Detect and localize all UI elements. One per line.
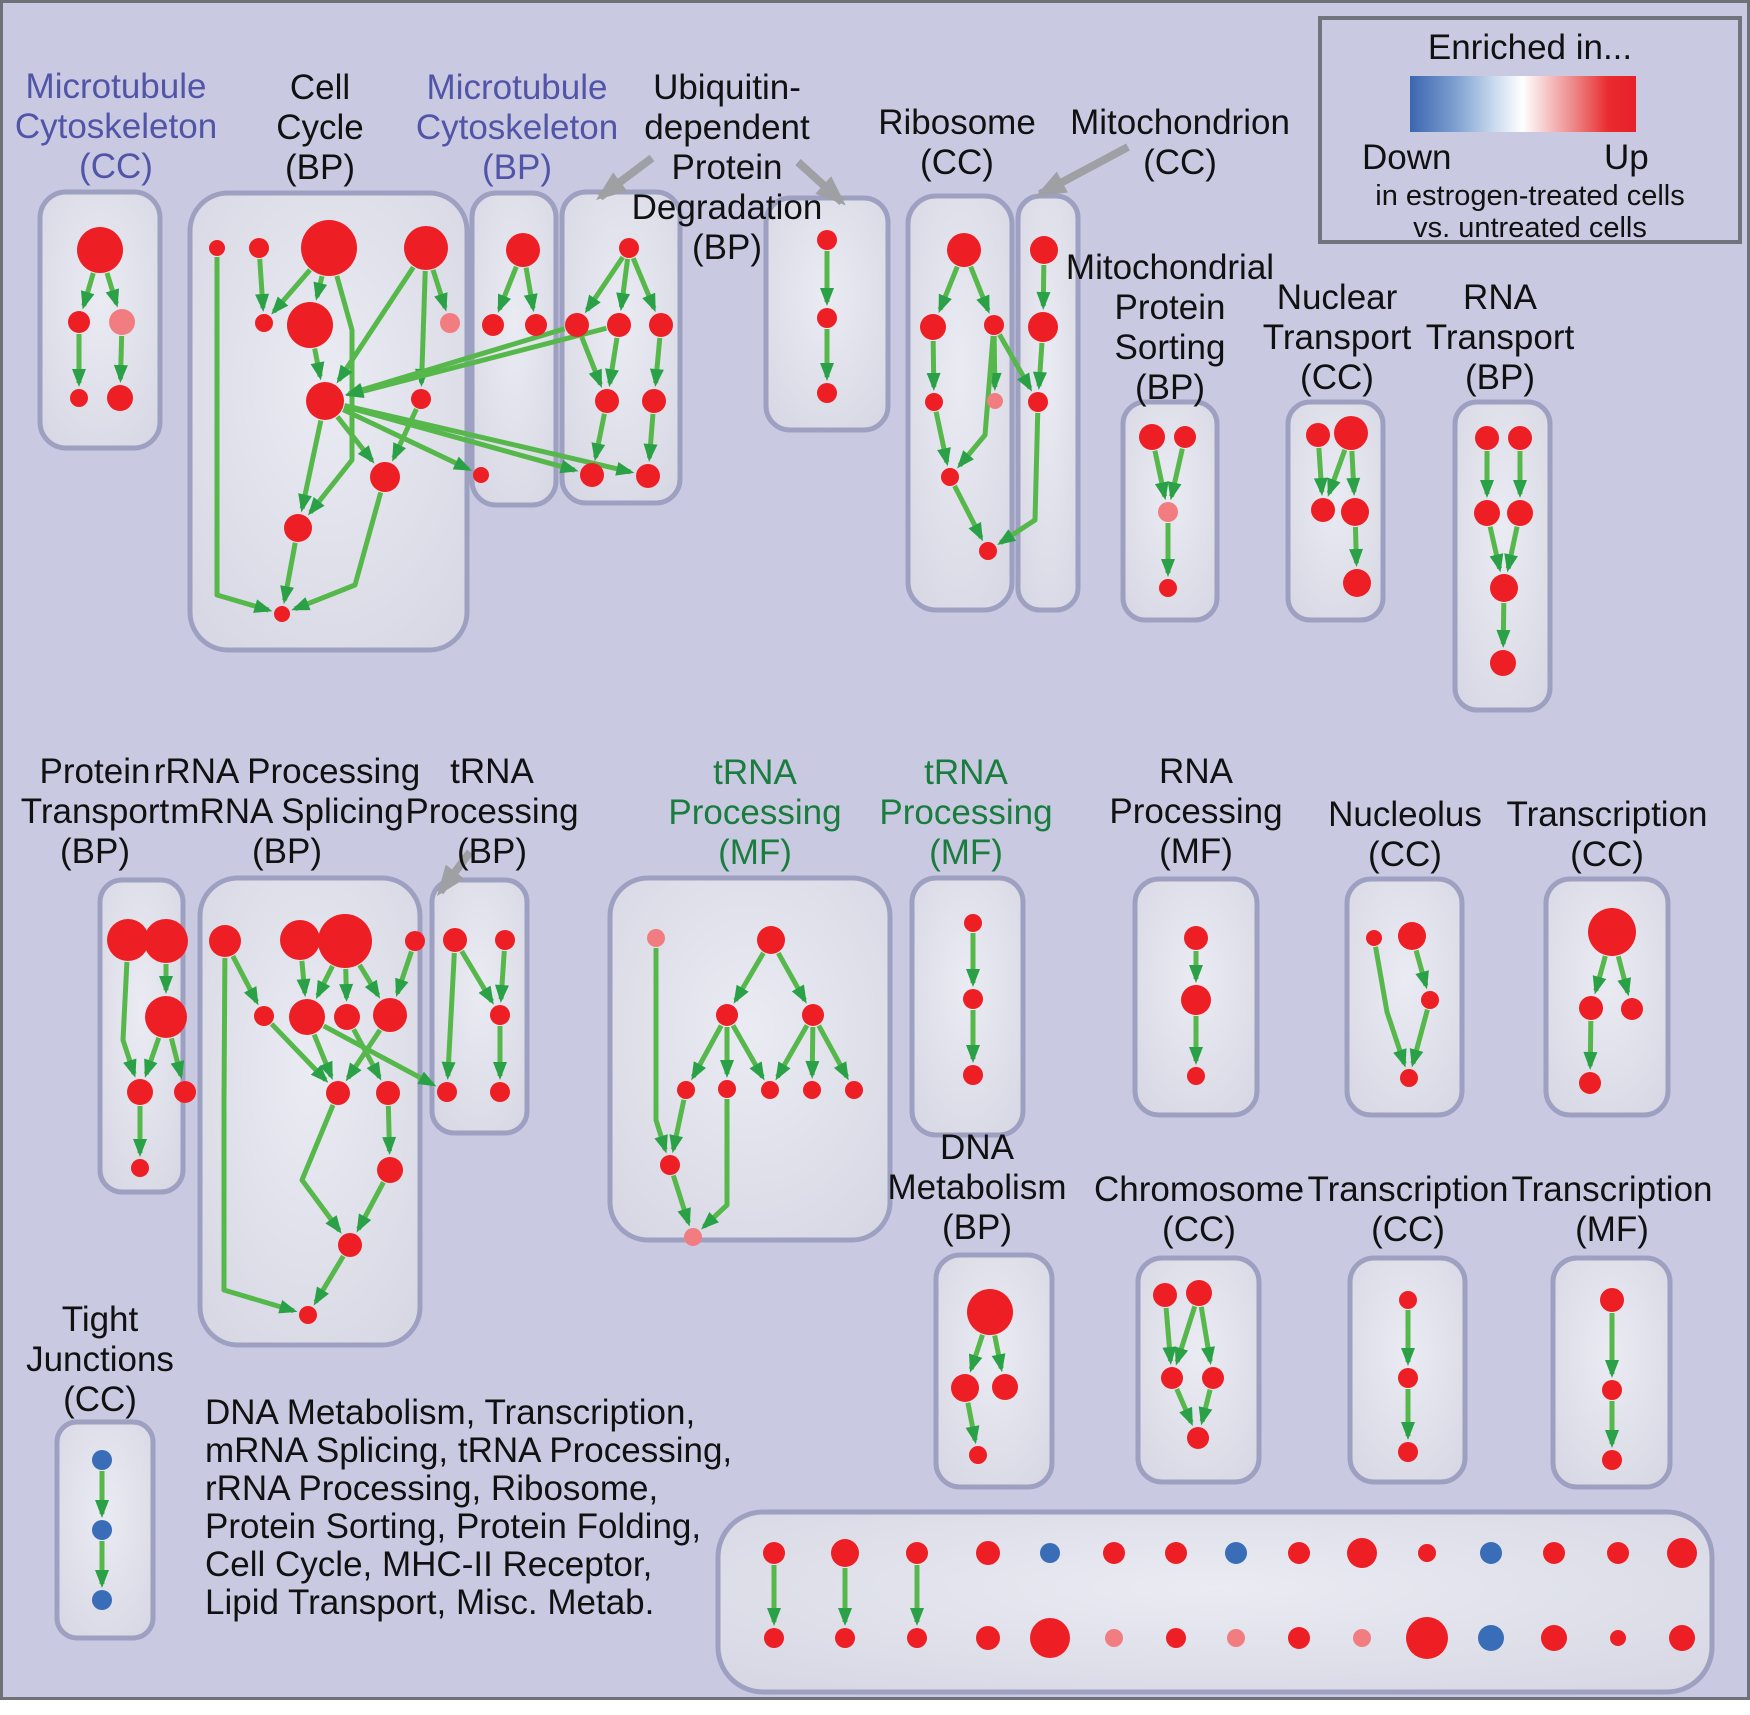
node-rb_r3 — [984, 315, 1004, 335]
legend-subtitle-2: vs. untreated cells — [1413, 212, 1647, 244]
node-rb_r7 — [979, 542, 997, 560]
rna-transport-label-line: (BP) — [1464, 358, 1535, 397]
node-nl_y2 — [1398, 922, 1426, 950]
mitochondrion-label-line: (CC) — [1143, 143, 1217, 182]
node-nt_3 — [1311, 498, 1335, 522]
node-bl4t — [976, 1541, 1000, 1565]
rrna-processing-label-line: (BP) — [251, 832, 322, 871]
node-bl9t — [1288, 1542, 1310, 1564]
legend — [1318, 16, 1742, 244]
edge-t1_g3-t1_b4 — [812, 1027, 813, 1075]
node-pt_p1 — [107, 919, 149, 961]
node-bl9b — [1288, 1627, 1310, 1649]
node-tc_t1 — [1588, 908, 1636, 956]
mt-cc-label-line: (CC) — [79, 147, 153, 186]
node-mtcc_b — [68, 311, 90, 333]
node-ub_u4 — [595, 389, 619, 413]
node-bl10b — [1353, 1629, 1371, 1647]
node-t1_b2 — [718, 1080, 736, 1098]
edge-rr_T2-rr_U — [388, 1106, 389, 1151]
node-rr_R1 — [209, 925, 241, 957]
node-ub_u5 — [642, 389, 666, 413]
node-cc_n5 — [255, 314, 273, 332]
trna-bp-label-line: (BP) — [456, 832, 527, 871]
node-bl3t — [906, 1542, 928, 1564]
node-pt_p5 — [174, 1081, 196, 1103]
node-mi_h — [1030, 236, 1058, 264]
tight-junctions-label-line: (CC) — [63, 1380, 137, 1419]
node-rt_4 — [1507, 500, 1533, 526]
node-t1_b5 — [845, 1081, 863, 1099]
nuclear-transport-label-line: (CC) — [1300, 358, 1374, 397]
node-ub2_v2 — [817, 308, 837, 328]
node-t4_x3 — [1602, 1450, 1622, 1470]
node-t4_x1 — [1600, 1288, 1624, 1312]
node-rr_S4 — [373, 998, 407, 1032]
node-mtbp_m1 — [506, 233, 540, 267]
node-pt_p3 — [145, 996, 187, 1038]
edge-rr_R2-rr_S2 — [302, 961, 305, 993]
node-nt_1 — [1306, 423, 1330, 447]
node-rt_3 — [1474, 500, 1500, 526]
node-dm_d4 — [969, 1446, 987, 1464]
node-cc_n9 — [411, 389, 431, 409]
chromosome-label-line: Chromosome — [1093, 1170, 1305, 1209]
node-nt_2 — [1334, 416, 1368, 450]
node-rt_5 — [1490, 574, 1518, 602]
nuclear-transport-label-line: Transport — [1262, 318, 1412, 357]
ribosome-label-line: (CC) — [920, 143, 994, 182]
trna-mf1-label-line: Processing — [668, 793, 842, 832]
mt-bp-label-line: (BP) — [481, 148, 552, 187]
edge-nt_4-nt_5 — [1355, 527, 1356, 563]
node-ub_u2 — [607, 313, 631, 337]
dna-metabolism-label-line: DNA — [940, 1128, 1014, 1167]
misc-line-2: mRNA Splicing, tRNA Processing, — [205, 1431, 733, 1470]
node-ch_c2 — [1186, 1280, 1212, 1306]
node-t1_g5 — [684, 1228, 702, 1246]
node-tc_t4 — [1579, 1072, 1601, 1094]
node-bl13t — [1543, 1542, 1565, 1564]
node-cc_n10 — [370, 462, 400, 492]
ubiquitin-label-line: Ubiquitin- — [653, 68, 801, 107]
edge-tc_t2-tc_t4 — [1590, 1021, 1591, 1066]
node-ch_c4 — [1202, 1367, 1224, 1389]
node-mi_i — [1028, 312, 1058, 342]
node-rb_r1 — [947, 233, 981, 267]
node-tc_t3 — [1621, 998, 1643, 1020]
node-t1_g4 — [660, 1155, 680, 1175]
node-t1_g1 — [757, 926, 785, 954]
node-ms_4 — [1159, 579, 1177, 597]
node-tj_1 — [92, 1450, 112, 1470]
node-pt_p2 — [144, 919, 188, 963]
node-dm_d3 — [992, 1374, 1018, 1400]
node-ms_1 — [1139, 424, 1165, 450]
node-rt_2 — [1508, 426, 1532, 450]
legend-gradient-bar — [1410, 76, 1636, 132]
nuclear-transport-label-line: Nuclear — [1276, 278, 1398, 317]
node-ub_u3 — [649, 313, 673, 337]
node-tb_q5 — [490, 1082, 510, 1102]
node-mtbp_m2 — [482, 314, 504, 336]
node-ub_u7 — [636, 464, 660, 488]
node-t4_x2 — [1602, 1380, 1622, 1400]
ubiquitin-label-line: Protein — [671, 148, 783, 187]
edge-rr_R3-rr_S3 — [346, 969, 347, 998]
node-bl6b — [1105, 1629, 1123, 1647]
tight-junctions-label-line: Tight — [61, 1300, 139, 1339]
nucleolus-label-line: Nucleolus — [1328, 795, 1482, 834]
transcription-cc2-label-line: (CC) — [1371, 1210, 1445, 1249]
node-bl7t — [1165, 1542, 1187, 1564]
node-mtbp_m3 — [525, 314, 547, 336]
node-mtcc_c — [109, 309, 135, 335]
node-cc_n7 — [440, 313, 460, 333]
node-t2_k2 — [963, 989, 983, 1009]
mito-sorting-label-line: Protein — [1114, 288, 1226, 327]
chromosome-label-line: (CC) — [1162, 1210, 1236, 1249]
node-nl_y3 — [1421, 991, 1439, 1009]
misc-categories-text — [205, 1394, 732, 1622]
mito-sorting-label-line: Sorting — [1114, 328, 1226, 367]
mt-bp-label-line: Cytoskeleton — [415, 108, 619, 147]
protein-transport-label-line: (BP) — [59, 832, 130, 871]
transcription-cc-label-line: Transcription — [1506, 795, 1708, 834]
node-cc_n12 — [274, 606, 290, 622]
node-bl1t — [763, 1542, 785, 1564]
node-cc_n8 — [306, 382, 344, 420]
trna-mf2-label-line: Processing — [879, 793, 1053, 832]
node-mtcc_e — [107, 385, 133, 411]
node-rr_V — [338, 1233, 362, 1257]
node-cc_n6 — [287, 302, 333, 348]
misc-line-1: DNA Metabolism, Transcription, — [205, 1393, 696, 1432]
node-rr_R4 — [405, 931, 425, 951]
trna-mf2-label-line: tRNA — [924, 753, 1008, 792]
edge-nt_1-nt_3 — [1319, 448, 1322, 492]
ubiquitin-label-line: dependent — [644, 108, 810, 147]
node-rp_z2 — [1181, 985, 1211, 1015]
edge-mtcc_c-mtcc_e — [120, 336, 121, 379]
label-pointer-arrow-3 — [1040, 147, 1128, 194]
node-nt_4 — [1341, 498, 1369, 526]
node-mtbp_m4 — [473, 467, 489, 483]
mito-sorting-label-line: (BP) — [1135, 368, 1205, 407]
node-tb_q3 — [490, 1005, 510, 1025]
node-rp_z3 — [1187, 1067, 1205, 1085]
node-cc_n11 — [284, 514, 312, 542]
node-nt_5 — [1343, 569, 1371, 597]
mt-bp-label-line: Microtubule — [426, 68, 608, 107]
node-rr_T2 — [376, 1081, 400, 1105]
node-ub2_v1 — [817, 230, 837, 250]
node-cc_n4 — [404, 226, 448, 270]
edge-ub_u5-ub_u7 — [649, 414, 653, 458]
mito-sorting-label-line: Mitochondrial — [1065, 248, 1275, 287]
node-t1_b3 — [761, 1081, 779, 1099]
node-bl11t — [1418, 1544, 1436, 1562]
trna-bp-label-line: Processing — [405, 792, 579, 831]
node-bl2t — [831, 1539, 859, 1567]
node-rr_W — [299, 1306, 317, 1324]
protein-transport-label-line: Transport — [20, 792, 170, 831]
node-bl8t — [1225, 1542, 1247, 1564]
node-tb_q4 — [437, 1082, 457, 1102]
node-ms_2 — [1174, 426, 1196, 448]
mt-cc-label-line: Cytoskeleton — [14, 107, 218, 146]
node-t3_w2 — [1398, 1368, 1418, 1388]
rna-processing-label-line: (MF) — [1159, 832, 1233, 871]
node-bl3b — [907, 1628, 927, 1648]
node-bl12b — [1478, 1625, 1504, 1651]
trna-mf1-label-line: (MF) — [718, 833, 792, 872]
node-t3_w3 — [1398, 1442, 1418, 1462]
node-bl12t — [1480, 1542, 1502, 1564]
box-ubiquitin — [562, 192, 680, 503]
node-nl_y1 — [1366, 930, 1382, 946]
trna-bp-label-line: tRNA — [450, 752, 534, 791]
node-ch_c3 — [1161, 1367, 1183, 1389]
dna-metabolism-label-line: (BP) — [941, 1208, 1012, 1247]
edge-tb_q2-tb_q3 — [501, 951, 504, 999]
node-bl11b — [1406, 1617, 1448, 1659]
node-bl5t — [1040, 1543, 1060, 1563]
node-mtcc_d — [70, 389, 88, 407]
node-t2_k1 — [964, 914, 982, 932]
misc-line-4: Protein Sorting, Protein Folding, — [205, 1507, 702, 1546]
node-ms_3 — [1158, 502, 1178, 522]
edge-rb_r2-rb_r4 — [933, 341, 934, 387]
node-ub_u1 — [565, 313, 589, 337]
ubiquitin-label-line: (BP) — [691, 228, 762, 267]
node-bl8b — [1227, 1629, 1245, 1647]
node-t1_g3 — [802, 1004, 824, 1026]
tight-junctions-label-line: Junctions — [26, 1340, 174, 1379]
ribosome-label-line: Ribosome — [878, 103, 1036, 142]
transcription-cc2-label-line: Transcription — [1307, 1170, 1509, 1209]
rna-transport-label-line: RNA — [1463, 278, 1537, 317]
node-rr_U — [377, 1157, 403, 1183]
node-ch_c1 — [1153, 1283, 1177, 1307]
node-rr_R3 — [318, 914, 372, 968]
node-cc_n1 — [209, 240, 225, 256]
node-t3_w1 — [1399, 1291, 1417, 1309]
protein-transport-label-line: Protein — [39, 752, 151, 791]
cell-cycle-label-line: Cycle — [276, 108, 364, 147]
cell-cycle-label-line: Cell — [289, 68, 351, 107]
nucleolus-label-line: (CC) — [1368, 835, 1442, 874]
node-bl15t — [1667, 1538, 1697, 1568]
node-bl15b — [1669, 1625, 1695, 1651]
node-bl14t — [1607, 1542, 1629, 1564]
trna-mf1-label-line: tRNA — [713, 753, 797, 792]
edge-rt_5-rt_6 — [1503, 603, 1504, 644]
rna-processing-label-line: RNA — [1159, 752, 1233, 791]
node-rb_r4 — [925, 393, 943, 411]
transcription-cc-label-line: (CC) — [1570, 835, 1644, 874]
legend-up-label: Up — [1604, 138, 1649, 177]
cell-cycle-label-line: (BP) — [285, 148, 355, 187]
node-rb_r6 — [941, 468, 959, 486]
legend-subtitle-1: in estrogen-treated cells — [1375, 180, 1685, 212]
node-cc_n3 — [301, 220, 357, 276]
transcription-mf-label-line: (MF) — [1575, 1210, 1649, 1249]
node-tj_2 — [92, 1520, 112, 1540]
node-tb_q1 — [443, 928, 467, 952]
node-bl4b — [976, 1626, 1000, 1650]
rrna-processing-label-line: rRNA Processing — [153, 752, 421, 791]
transcription-mf-label-line: Transcription — [1511, 1170, 1713, 1209]
dna-metabolism-label-line: Metabolism — [887, 1168, 1067, 1207]
node-rt_6 — [1490, 650, 1516, 676]
node-rp_z1 — [1184, 926, 1208, 950]
edge-nt_2-nt_4 — [1352, 451, 1354, 492]
node-bl13b — [1541, 1625, 1567, 1651]
rna-processing-label-line: Processing — [1109, 792, 1283, 831]
node-t1_g0 — [647, 929, 665, 947]
legend-title: Enriched in... — [1427, 28, 1633, 67]
node-tj_3 — [92, 1590, 112, 1610]
node-ub2_v3 — [817, 383, 837, 403]
node-rb_r5 — [987, 393, 1003, 409]
node-bl1b — [764, 1628, 784, 1648]
node-bl6t — [1103, 1542, 1125, 1564]
mitochondrion-label-line: Mitochondrion — [1070, 103, 1290, 142]
node-ub_u6 — [580, 463, 604, 487]
trna-mf2-label-line: (MF) — [929, 833, 1003, 872]
node-rr_T1 — [326, 1081, 350, 1105]
node-t2_k3 — [963, 1065, 983, 1085]
box-bottom-strip — [718, 1512, 1712, 1692]
misc-line-5: Cell Cycle, MHC-II Receptor, — [205, 1545, 653, 1584]
node-bl2b — [835, 1628, 855, 1648]
node-bl10t — [1347, 1538, 1377, 1568]
node-t1_g2 — [716, 1004, 738, 1026]
rna-transport-label-line: Transport — [1425, 318, 1575, 357]
node-rb_r2 — [920, 314, 946, 340]
node-rr_S3 — [334, 1004, 360, 1030]
node-bl14b — [1610, 1630, 1626, 1646]
node-bl5b — [1030, 1618, 1070, 1658]
node-dm_d1 — [967, 1289, 1013, 1335]
node-pt_p4 — [127, 1079, 153, 1105]
legend-down-label: Down — [1362, 138, 1452, 177]
node-dm_d2 — [951, 1374, 979, 1402]
node-t1_b1 — [677, 1081, 695, 1099]
node-nl_y4 — [1400, 1069, 1418, 1087]
node-rr_S1 — [254, 1006, 274, 1026]
node-pt_p6 — [131, 1159, 149, 1177]
node-tb_q2 — [495, 930, 515, 950]
edge-cc_n2-cc_n5 — [260, 259, 263, 308]
node-rt_1 — [1475, 426, 1499, 450]
node-ch_c5 — [1187, 1427, 1209, 1449]
node-tc_t2 — [1579, 996, 1603, 1020]
mt-cc-label-line: Microtubule — [25, 67, 207, 106]
node-t1_b4 — [803, 1081, 821, 1099]
edge-mi_i-mi_j — [1039, 343, 1042, 386]
node-rr_S2 — [289, 999, 325, 1035]
misc-line-6: Lipid Transport, Misc. Metab. — [205, 1583, 655, 1622]
node-bl7b — [1166, 1628, 1186, 1648]
node-mtcc_a — [77, 227, 123, 273]
node-cc_n2 — [249, 238, 269, 258]
rrna-processing-label-line: mRNA Splicing — [170, 792, 404, 831]
misc-line-3: rRNA Processing, Ribosome, — [205, 1469, 659, 1508]
node-ub_u0 — [619, 238, 639, 258]
node-mi_j — [1028, 392, 1048, 412]
ubiquitin-label-line: Degradation — [631, 188, 823, 227]
edge-mi_h-mi_i — [1043, 265, 1044, 306]
node-rr_R2 — [280, 920, 320, 960]
